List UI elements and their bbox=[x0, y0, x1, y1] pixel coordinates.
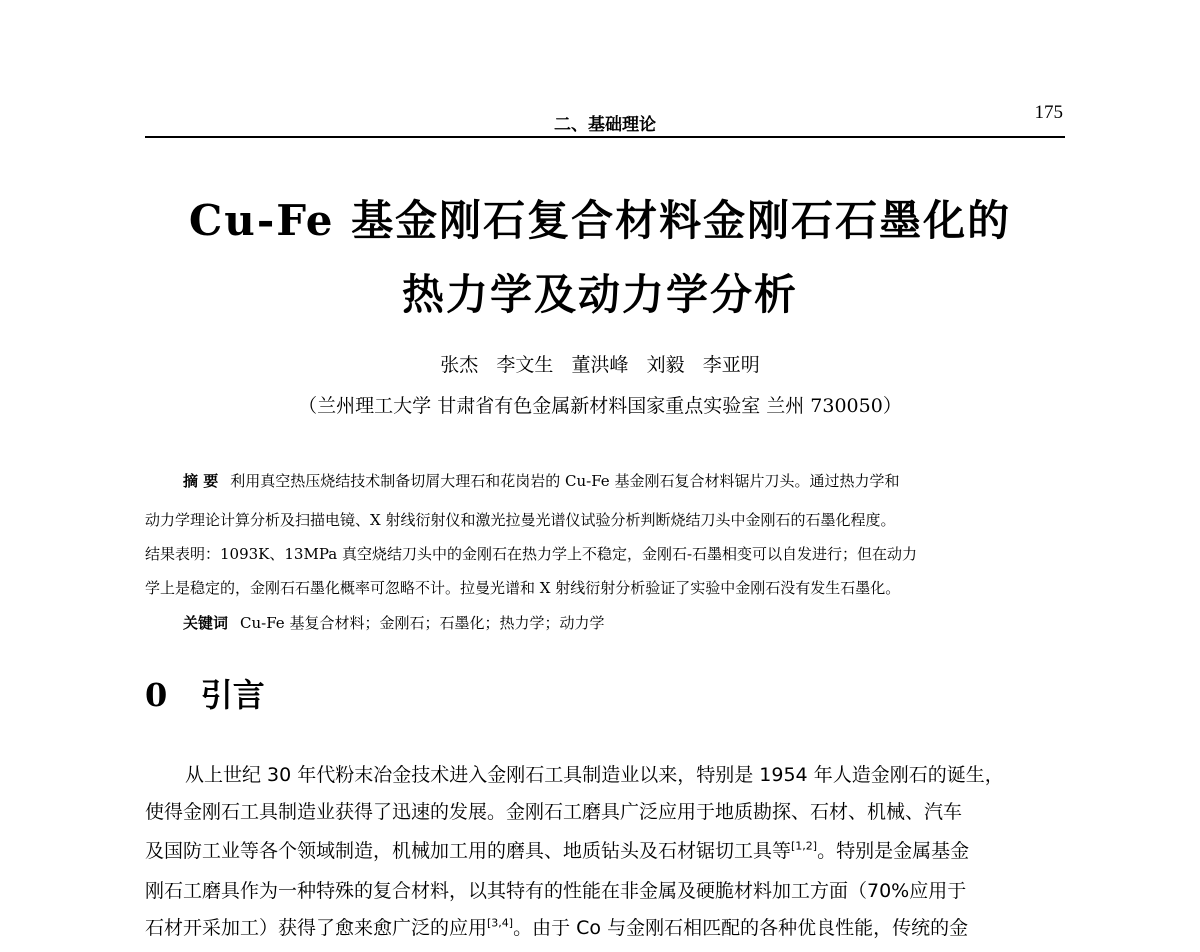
body-text: 及国防工业等各个领域制造，机械加工用的磨具、地质钻头及石材锯切工具等 bbox=[145, 840, 792, 862]
abstract-line: 结果表明：1093K、13MPa 真空烧结刀头中的金刚石在热力学上不稳定，金刚石-石墨相变可以自发进行；但在动力 bbox=[145, 545, 918, 563]
body-text-line: 刚石工磨具作为一种特殊的复合材料，以其特有的性能在非金属及硬脆材料加工方面（70%应用于 bbox=[145, 880, 967, 902]
body-text: 。特别是金属基金 bbox=[817, 840, 970, 862]
abstract-line bbox=[145, 470, 1065, 491]
affiliation: （兰州理工大学 甘肃省有色金属新材料国家重点实验室 兰州 730050） bbox=[298, 395, 902, 417]
paper-title-line-2: 热力学及动力学分析 bbox=[401, 270, 798, 319]
section-number: 0 bbox=[145, 676, 168, 714]
abstract-label: 摘 要 bbox=[183, 472, 219, 490]
body-text-line: 从上世纪 30 年代粉末冶金技术进入金刚石工具制造业以来，特别是 1954 年人造金刚石的诞生， bbox=[185, 764, 1004, 786]
section-label: 二、基础理论 bbox=[554, 115, 656, 135]
keywords-text: Cu-Fe 基复合材料；金刚石；石墨化；热力学；动力学 bbox=[240, 614, 605, 632]
running-header bbox=[145, 100, 1065, 138]
abstract-line: 学上是稳定的，金刚石石墨化概率可忽略不计。拉曼光谱和 X 射线衍射分析验证了实验中金刚石没有发生石墨化。 bbox=[145, 579, 901, 597]
section-heading bbox=[145, 670, 265, 716]
citation-ref: [3,4] bbox=[487, 916, 514, 930]
section-title: 引言 bbox=[200, 676, 265, 714]
abstract-text: 利用真空热压烧结技术制备切屑大理石和花岗岩的 Cu-Fe 基金刚石复合材料锯片刀头。通过热力学和 bbox=[230, 472, 900, 490]
abstract-line: 动力学理论计算分析及扫描电镜、X 射线衍射仪和激光拉曼光谱仪试验分析判断烧结刀头中金刚石的石墨化程度。 bbox=[145, 511, 896, 529]
keywords-label: 关键词 bbox=[183, 614, 229, 632]
citation-ref: [1,2] bbox=[791, 839, 818, 853]
body-text-line: 使得金刚石工具制造业获得了迅速的发展。金刚石工磨具广泛应用于地质勘探、石材、机械、汽车 bbox=[145, 801, 963, 823]
body-text-line bbox=[145, 913, 1065, 940]
author-list: 张杰 李文生 董洪峰 刘毅 李亚明 bbox=[440, 354, 760, 376]
body-text-line bbox=[145, 836, 1065, 863]
body-text: 石材开采加工）获得了愈来愈广泛的应用 bbox=[145, 917, 488, 939]
paper-title-line-1: Cu-Fe 基金刚石复合材料金刚石石墨化的 bbox=[188, 196, 1012, 245]
body-text: 。由于 Co 与金刚石相匹配的各种优良性能，传统的金 bbox=[513, 917, 969, 939]
page-number: 175 bbox=[1034, 102, 1063, 123]
keywords bbox=[183, 612, 604, 633]
